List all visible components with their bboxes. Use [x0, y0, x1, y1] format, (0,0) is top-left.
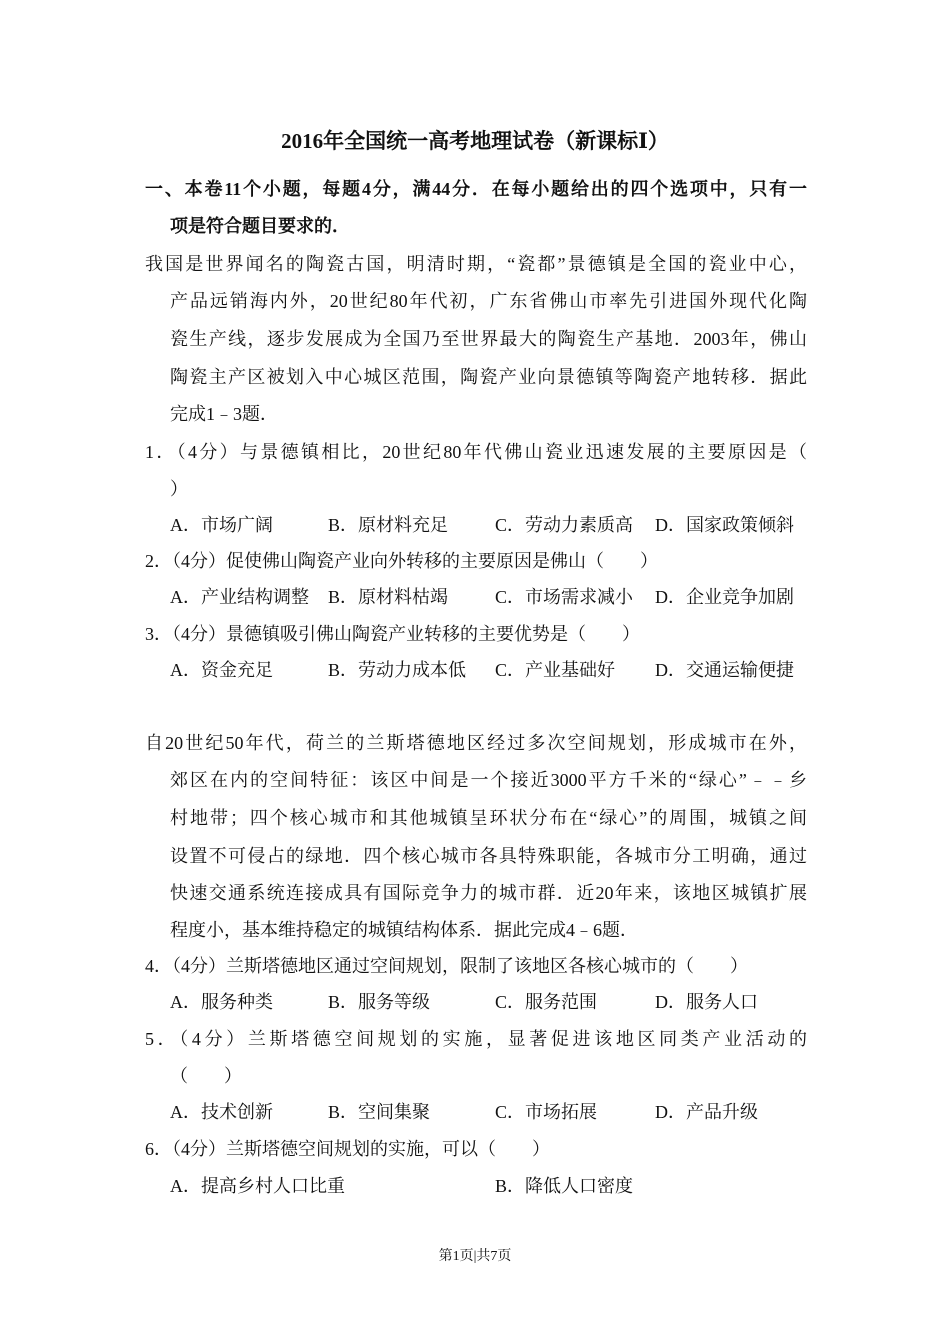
- question-1-cont: ）: [170, 479, 188, 499]
- option-b: B．原材料枯竭: [328, 587, 449, 607]
- question-1: 1．（4分）与景德镇相比，20世纪80年代佛山瓷业迅速发展的主要原因是（: [145, 442, 807, 462]
- option-a: A．服务种类: [170, 992, 273, 1012]
- question-5: 5．（4分）兰斯塔德空间规划的实施，显著促进该地区同类产业活动的: [145, 1029, 807, 1049]
- passage-line: 快速交通系统连接成具有国际竞争力的城市群．近20年来，该地区城镇扩展: [170, 883, 807, 903]
- option-d: D．服务人口: [655, 992, 758, 1012]
- option-c: C．市场拓展: [495, 1102, 598, 1122]
- option-b: B．降低人口密度: [495, 1176, 634, 1196]
- option-a: A．提高乡村人口比重: [170, 1176, 345, 1196]
- passage-line: 产品远销海内外，20世纪80年代初，广东省佛山市率先引进国外现代化陶: [170, 291, 807, 311]
- passage-line: 陶瓷主产区被划入中心城区范围，陶瓷产业向景德镇等陶瓷产地转移．据此: [170, 367, 807, 387]
- section-header: 一、本卷11个小题，每题4分，满44分．在每小题给出的四个选项中，只有一: [145, 179, 807, 199]
- option-c: C．劳动力素质高: [495, 515, 634, 535]
- passage-line: 自20世纪50年代，荷兰的兰斯塔德地区经过多次空间规划，形成城市在外，: [145, 733, 807, 753]
- passage-line: 设置不可侵占的绿地．四个核心城市各具特殊职能，各城市分工明确，通过: [170, 846, 807, 866]
- option-a: A．产业结构调整: [170, 587, 309, 607]
- passage-line: 完成1﹣3题．: [170, 404, 278, 424]
- option-b: B．劳动力成本低: [328, 660, 467, 680]
- option-c: C．市场需求减小: [495, 587, 634, 607]
- option-d: D．国家政策倾斜: [655, 515, 794, 535]
- option-a: A．市场广阔: [170, 515, 273, 535]
- passage-line: 程度小，基本维持稳定的城镇结构体系．据此完成4﹣6题．: [170, 920, 638, 940]
- option-c: C．服务范围: [495, 992, 598, 1012]
- question-2: 2．（4分）促使佛山陶瓷产业向外转移的主要原因是佛山（ ）: [145, 551, 658, 571]
- passage-line: 我国是世界闻名的陶瓷古国，明清时期，“瓷都”景德镇是全国的瓷业中心，: [145, 254, 807, 274]
- option-b: B．服务等级: [328, 992, 431, 1012]
- page-title: 2016年全国统一高考地理试卷（新课标Ⅰ）: [281, 129, 669, 153]
- option-c: C．产业基础好: [495, 660, 616, 680]
- option-d: D．产品升级: [655, 1102, 758, 1122]
- passage-line: 村地带；四个核心城市和其他城镇呈环状分布在“绿心”的周围，城镇之间: [170, 808, 807, 828]
- option-a: A．资金充足: [170, 660, 273, 680]
- question-3: 3．（4分）景德镇吸引佛山陶瓷产业转移的主要优势是（ ）: [145, 624, 640, 644]
- passage-line: 瓷生产线，逐步发展成为全国乃至世界最大的陶瓷生产基地．2003年，佛山: [170, 329, 807, 349]
- option-b: B．空间集聚: [328, 1102, 431, 1122]
- question-5-cont: （ ）: [170, 1066, 242, 1086]
- option-a: A．技术创新: [170, 1102, 273, 1122]
- option-b: B．原材料充足: [328, 515, 449, 535]
- section-header: 项是符合题目要求的．: [170, 216, 350, 236]
- option-d: D．交通运输便捷: [655, 660, 794, 680]
- passage-line: 郊区在内的空间特征：该区中间是一个接近3000平方千米的“绿心”﹣﹣乡: [170, 770, 807, 790]
- question-4: 4．（4分）兰斯塔德地区通过空间规划，限制了该地区各核心城市的（ ）: [145, 956, 748, 976]
- page-footer: 第1页|共7页: [438, 1249, 512, 1264]
- option-d: D．企业竞争加剧: [655, 587, 794, 607]
- question-6: 6．（4分）兰斯塔德空间规划的实施，可以（ ）: [145, 1139, 550, 1159]
